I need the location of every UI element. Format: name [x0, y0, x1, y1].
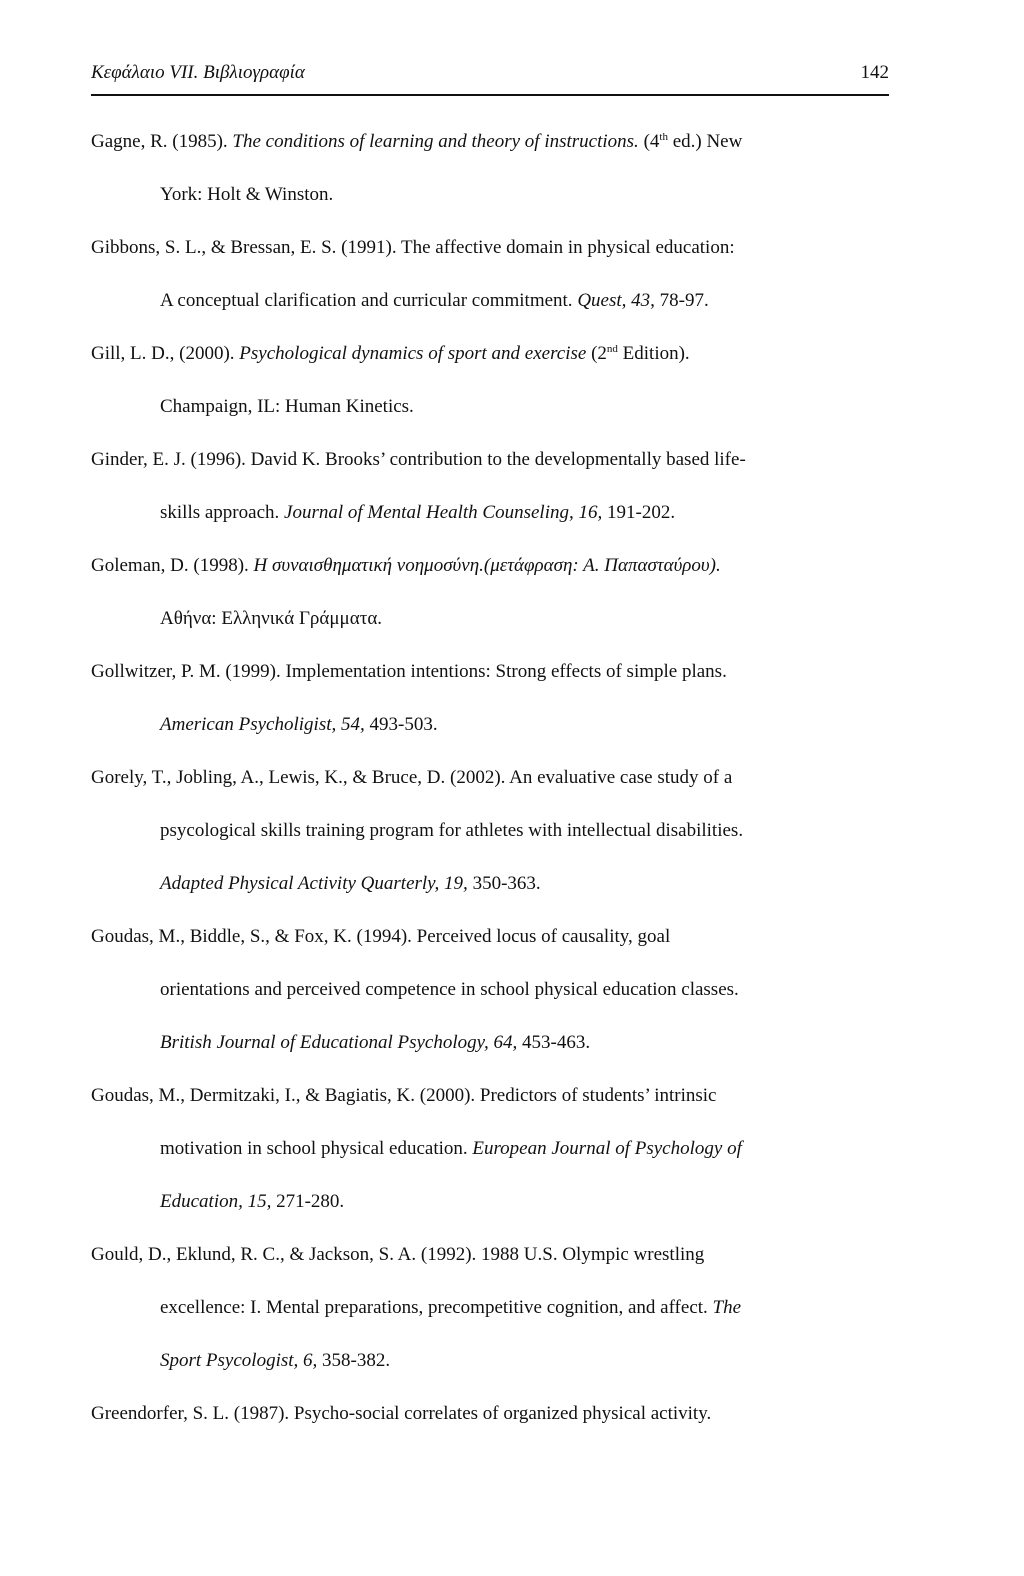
journal-title: American Psycholigist, 54,: [160, 714, 365, 735]
reference-gill-line-1: Gill, L. D., (2000). Psychological dynamics of sport and exercise (2nd Edition).: [91, 343, 690, 364]
reference-gorely-line-2: psycological skills training program for athletes with intellectual disabilities.: [160, 820, 744, 841]
reference-goudas-1994-line-2: orientations and perceived competence in school physical education classes.: [160, 979, 739, 1000]
reference-gorely-line-1: Gorely, T., Jobling, A., Lewis, K., & Bruce, D. (2002). An evaluative case study of a: [91, 767, 733, 788]
reference-goudas-1994-line-3: British Journal of Educational Psychology, 64, 453-463.: [160, 1032, 591, 1053]
journal-title: European Journal of Psychology of: [472, 1138, 742, 1159]
reference-gorely-line-3: Adapted Physical Activity Quarterly, 19, 350-363.: [160, 873, 541, 894]
reference-goleman-line-1: Goleman, D. (1998). Η συναισθηματική νοημοσύνη.(μετάφραση: Α. Παπασταύρου).: [91, 555, 721, 576]
reference-gould-line-3: Sport Psycologist, 6, 358-382.: [160, 1350, 391, 1371]
journal-title: Quest, 43,: [577, 290, 655, 311]
reference-gill-line-2: Champaign, IL: Human Kinetics.: [160, 396, 414, 417]
reference-ginder-line-1: Ginder, E. J. (1996). David K. Brooks’ contribution to the developmentally based life-: [91, 449, 746, 470]
book-title: The conditions of learning and theory of instructions.: [232, 131, 639, 152]
reference-goleman-line-2: Αθήνα: Ελληνικά Γράμματα.: [160, 608, 383, 629]
reference-gould-line-2: excellence: I. Mental preparations, precompetitive cognition, and affect. The: [160, 1297, 742, 1318]
journal-title: British Journal of Educational Psychology, 64,: [160, 1032, 518, 1053]
reference-gollwitzer-line-1: Gollwitzer, P. M. (1999). Implementation intentions: Strong effects of simple plans.: [91, 661, 727, 682]
reference-gagne-line-1: Gagne, R. (1985). The conditions of learning and theory of instructions. (4th ed.) New: [91, 131, 743, 152]
reference-goudas-2000-line-1: Goudas, M., Dermitzaki, I., & Bagiatis, K. (2000). Predictors of students’ intrinsic: [91, 1085, 717, 1106]
running-header: [91, 60, 889, 94]
reference-gibbons-line-2: A conceptual clarification and curricular commitment. Quest, 43, 78-97.: [160, 290, 709, 311]
reference-goudas-1994-line-1: Goudas, M., Biddle, S., & Fox, K. (1994). Perceived locus of causality, goal: [91, 926, 671, 947]
reference-gibbons-line-1: Gibbons, S. L., & Bressan, E. S. (1991). The affective domain in physical education:: [91, 237, 735, 258]
reference-gollwitzer-line-2: American Psycholigist, 54, 493-503.: [160, 714, 438, 735]
page-number: 142: [860, 62, 889, 83]
reference-goudas-2000-line-3: Education, 15, 271-280.: [160, 1191, 345, 1212]
reference-gould-line-1: Gould, D., Eklund, R. C., & Jackson, S. A. (1992). 1988 U.S. Olympic wrestling: [91, 1244, 705, 1265]
header-rule: [91, 94, 889, 96]
reference-gagne-line-2: York: Holt & Winston.: [160, 184, 334, 205]
reference-goudas-2000-line-2: motivation in school physical education. European Journal of Psychology of: [160, 1138, 742, 1159]
chapter-title: Κεφάλαιο VII. Βιβλιογραφία: [91, 62, 305, 83]
journal-title: Adapted Physical Activity Quarterly, 19,: [160, 873, 468, 894]
journal-title: Education, 15,: [160, 1191, 272, 1212]
journal-title: The: [712, 1297, 742, 1318]
reference-ginder-line-2: skills approach. Journal of Mental Health Counseling, 16, 191-202.: [160, 502, 676, 523]
book-title: Η συναισθηματική νοημοσύνη.(μετάφραση: Α. Παπασταύρου).: [253, 555, 721, 576]
reference-greendorfer-line-1: Greendorfer, S. L. (1987). Psycho-social correlates of organized physical activity.: [91, 1403, 712, 1424]
journal-title: Sport Psycologist, 6,: [160, 1350, 318, 1371]
journal-title: Journal of Mental Health Counseling, 16,: [284, 502, 603, 523]
book-title: Psychological dynamics of sport and exercise: [239, 343, 587, 364]
